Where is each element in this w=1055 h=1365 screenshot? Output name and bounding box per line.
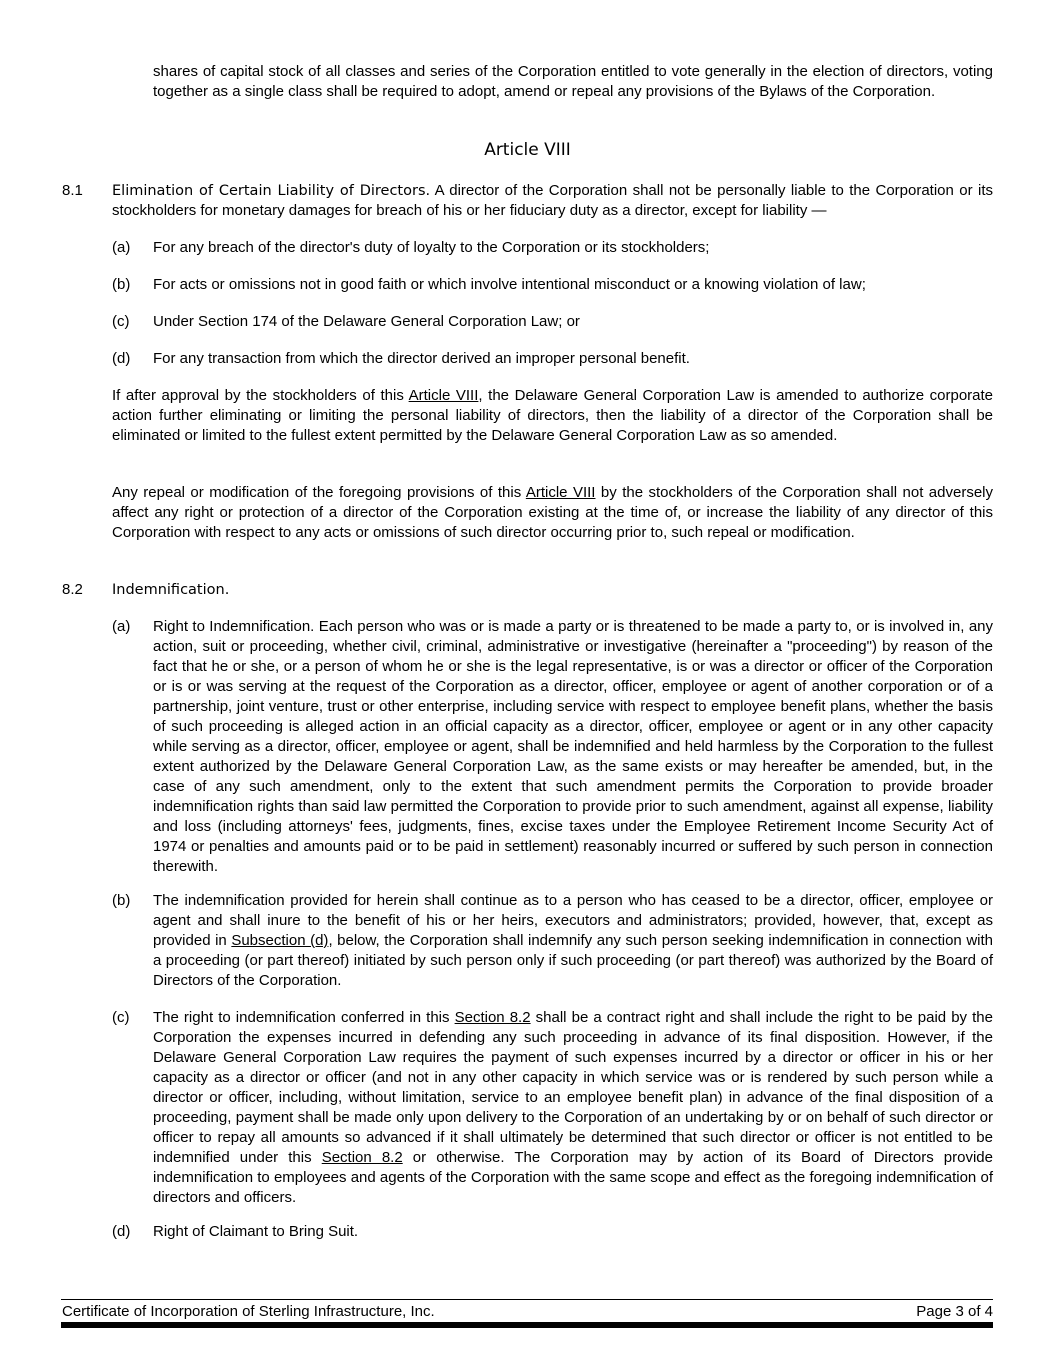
text-run: If after approval by the stockholders of this xyxy=(112,387,409,404)
footer-bar xyxy=(61,1322,993,1328)
contract-right-text xyxy=(153,1008,993,1208)
text-run: Any repeal or modification of the foregoing provisions of this xyxy=(112,484,526,501)
section-title xyxy=(112,580,993,600)
item-label: (a) xyxy=(112,618,131,635)
item-label: (b) xyxy=(112,276,131,293)
item-label: (d) xyxy=(112,350,131,367)
subsection-d-link[interactable]: Subsection (d) xyxy=(231,932,329,949)
text-run: or otherwise. The Corporation may by action of its Board of Directors provide indemnification to employees and agents of the Corporation with the same scope and effect as the foregoing indemnification of directors and officers. xyxy=(153,1149,993,1206)
section-8-2-link[interactable]: Section 8.2 xyxy=(454,1009,531,1026)
section-number: 8.1 xyxy=(62,182,83,199)
item-text: For any transaction from which the director derived an improper personal benefit. xyxy=(153,350,690,367)
indemnification-continuation-text xyxy=(153,891,993,991)
article-viii-link[interactable]: Article VIII xyxy=(525,484,596,501)
footer-title: Certificate of Incorporation of Sterling Infrastructure, Inc. xyxy=(62,1303,435,1320)
item-label: (c) xyxy=(112,1009,130,1026)
amendment-paragraph xyxy=(112,386,993,446)
item-text: For any breach of the director's duty of loyalty to the Corporation or its stockholders; xyxy=(153,239,710,256)
claimant-suit-text: Right of Claimant to Bring Suit. xyxy=(153,1223,359,1240)
item-label: (d) xyxy=(112,1223,131,1240)
text-run: shall be a contract right and shall include the right to be paid by the Corporation the expenses incurred in defending any such proceeding in advance of its final disposition. However, if the Delaware General Corporation Law requires the payment of such expenses incurred by a director or officer in his or her capacity as a director or officer (and not in any other capacity in which service was or is rendered by such person while a director or officer, including, without limitation, service to an employee benefit plan) in advance of the final disposition of a proceeding, payment shall be made only upon delivery to the Corporation of an undertaking by or on behalf of such director or officer to repay all amounts so advanced if it shall ultimately be determined that such director or officer is not entitled to be indemnified under this xyxy=(153,1009,993,1166)
item-text: Under Section 174 of the Delaware General Corporation Law; or xyxy=(153,313,580,330)
item-label: (b) xyxy=(112,892,131,909)
item-text: For acts or omissions not in good faith or which involve intentional misconduct or a knowing violation of law; xyxy=(153,276,866,293)
section-8-2-link[interactable]: Section 8.2 xyxy=(321,1149,403,1166)
section-title-text: Indemnification. xyxy=(112,582,230,598)
text-run: , below, the Corporation shall indemnify any such person seeking indemnification in connection with a proceeding (or part thereof) initiated by such person only if such proceeding (or part thereof) was authorized by the Board of Directors of the Corporation. xyxy=(153,932,993,989)
section-title: Elimination of Certain Liability of Directors. xyxy=(112,183,431,199)
intro-paragraph: shares of capital stock of all classes and series of the Corporation entitled to vote generally in the election of directors, voting together as a single class shall be required to adopt, amend or repeal any provisions of the Bylaws of the Corporation. xyxy=(153,63,993,100)
text-run: The indemnification provided for herein shall continue as to a person who has ceased to be a director, officer, employee or agent and shall inure to the benefit of his or her heirs, executors and administrators; provided, however, that, except as provided in xyxy=(153,892,993,949)
section-number: 8.2 xyxy=(62,581,83,598)
item-label: (a) xyxy=(112,239,131,256)
section-8-1-paragraph xyxy=(112,181,993,221)
text-run: by the stockholders of the Corporation shall not adversely affect any right or protection of a director of the Corporation existing at the time of, or increase the liability of any director of this Corporation with respect to any acts or omissions of such director occurring prior to, such repeal or modification. xyxy=(112,484,994,541)
text-run: The right to indemnification conferred in this xyxy=(153,1009,455,1026)
footer-divider xyxy=(61,1299,993,1300)
item-label: (c) xyxy=(112,313,130,330)
page-number: Page 3 of 4 xyxy=(916,1303,993,1320)
repeal-paragraph xyxy=(112,483,993,543)
section-text: A director of the Corporation shall not be personally liable to the Corporation or its stockholders for monetary damages for breach of his or her fiduciary duty as a director, except for liability — xyxy=(112,182,993,219)
right-to-indemnification-text: Right to Indemnification. Each person who was or is made a party or is threatened to be made a party to, or is involved in, any action, suit or proceeding, whether civil, criminal, administrative or investigative (hereinafter a "proceeding") by reason of the fact that he or she, or a person of whom he or she is the legal representative, is or was a director or officer of the Corporation or is or was serving at the request of the Corporation as a director, officer, employee or agent of another corporation or of a partnership, joint venture, trust or other enterprise, including service with respect to employee benefit plans, whether the basis of such proceeding is alleged action in an official capacity as a director, officer, employee or agent or in any other capacity while serving as a director, officer, employee or agent, shall be indemnified and held harmless by the Corporation to the fullest extent authorized by the Delaware General Corporation Law, as the same exists or may hereafter be amended, but, in the case of any such amendment, only to the extent that such amendment permits the Corporation to provide broader indemnification rights than said law permitted the Corporation to provide prior to such amendment, against all expense, liability and loss (including attorneys' fees, judgments, fines, excise taxes under the Employee Retirement Income Security Act of 1974 or penalties and amounts paid or to be paid in settlement) reasonably incurred or suffered by such person in connection therewith. xyxy=(153,618,993,875)
text-run: , the Delaware General Corporation Law is amended to authorize corporate action further eliminating or limiting the personal liability of directors, then the liability of a director of the Corporation shall be eliminated or limited to the fullest extent permitted by the Delaware General Corporation Law as so amended. xyxy=(112,387,994,444)
article-heading: Article VIII xyxy=(484,140,571,160)
article-viii-link[interactable]: Article VIII xyxy=(408,387,479,404)
